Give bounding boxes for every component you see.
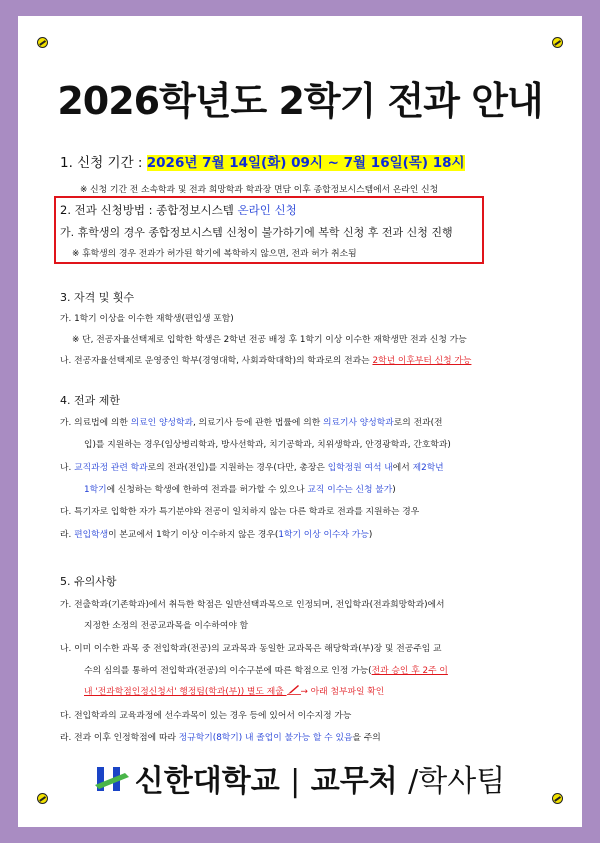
section-5-item-a-cont: 지정한 소정의 전공교과목을 이수하여야 함 <box>84 621 249 631</box>
page-title: 2026학년도 2학기 전과 안내 <box>57 79 543 123</box>
pin-icon <box>37 37 48 48</box>
footer-department: 교무처 <box>310 764 398 799</box>
section-5-item-a: 가. 전출학과(기존학과)에서 취득한 학점은 일반선택과목으로 인정되며, 전입학과(전과희망학과)에서 <box>60 600 445 610</box>
section-4-item-b-cont: 1학기에 신청하는 학생에 한하여 전과를 허가할 수 있으나 교직 이수는 신청 불가) <box>84 485 396 495</box>
section-4-item-b: 나. 교직과정 관련 학과로의 전과(전입)를 지원하는 경우(다만, 총장은 입학정원 여석 내에서 제2학년 <box>60 463 444 473</box>
section-4-item-a: 가. 의료법에 의한 의료인 양성학과, 의료기사 등에 관한 법률에 의한 의료기사 양성학과로의 전과(전 <box>60 418 443 428</box>
section-2-note: ※ 휴학생의 경우 전과가 허가된 학기에 복학하지 않으면, 전과 허가 취소됨 <box>72 249 357 259</box>
section-3-item-b: 나. 전공자율선택제로 운영중인 학부(경영대학, 사회과학대학)의 학과로의 전과는 2학년 이후부터 신청 가능 <box>60 356 472 366</box>
footer-separator: | <box>290 764 301 799</box>
footer-signature <box>0 756 600 800</box>
footer-team: 학사팀 <box>418 764 506 799</box>
section-5-item-c: 다. 전입학과의 교육과정에 선수과목이 있는 경우 등에 있어서 이수지정 가능 <box>60 711 352 721</box>
section-5-item-b-cont: 수의 심의를 통하여 전입학과(전공)의 이수구분에 따른 학점으로 인정 가능(전과 승인 후 2주 이 <box>84 666 448 676</box>
section-5-item-d: 라. 전과 이후 인정학점에 따라 정규학기(8학기) 내 졸업이 불가능 할 수 있음을 주의 <box>60 733 381 743</box>
section-2-item-a: 가. 휴학생의 경우 종합정보시스템 신청이 불가하기에 복학 신청 후 전과 신청 진행 <box>60 226 453 239</box>
section-5-item-b-cont2: 내 '전과학점인정신청서' 행정팀(학과(부)) 별도 제출 → 아래 첨부파일 확인 <box>84 687 385 697</box>
university-logo-icon <box>95 763 129 795</box>
section-3-item-a: 가. 1학기 이상을 이수한 재학생(편입생 포함) <box>60 314 234 324</box>
section-1-heading: 1. 신청 기간 : 2026년 7월 14일(화) 09시 ~ 7월 16일(목) 18시 <box>60 155 465 171</box>
section-4-item-c: 다. 특기자로 입학한 자가 특기분야와 전공이 일치하지 않는 다른 학과로 전과를 지원하는 경우 <box>60 507 420 517</box>
section-3-heading: 3. 자격 및 횟수 <box>60 291 135 304</box>
pin-icon <box>552 37 563 48</box>
section-5-item-b: 나. 이미 이수한 과목 중 전입학과(전공)의 교과목과 동일한 교과목은 해당학과(부)장 및 전공주임 교 <box>60 644 442 654</box>
footer-slash: / <box>408 764 419 799</box>
section-4-heading: 4. 전과 제한 <box>60 394 120 407</box>
section-5-heading: 5. 유의사항 <box>60 575 117 588</box>
section-4-item-a-cont: 입)를 지원하는 경우(임상병리학과, 방사선학과, 치기공학과, 치위생학과, 안경광학과, 간호학과) <box>84 440 451 450</box>
pen-icon <box>287 685 301 695</box>
footer-university: 신한대학교 <box>134 764 280 799</box>
section-3-note: ※ 단, 전공자율선택제로 입학한 학생은 2학년 전공 배정 후 1학기 이상 이수한 재학생만 전과 신청 가능 <box>72 335 467 345</box>
section-1-note: ※ 신청 기간 전 소속학과 및 전과 희망학과 학과장 면담 이후 종합정보시스템에서 온라인 신청 <box>80 185 439 195</box>
section-4-item-d: 라. 편입학생이 본교에서 1학기 이상 이수하지 않은 경우(1학기 이상 이수자 가능) <box>60 530 373 540</box>
section-2-heading: 2. 전과 신청방법 : 종합정보시스템 온라인 신청 <box>60 203 297 217</box>
